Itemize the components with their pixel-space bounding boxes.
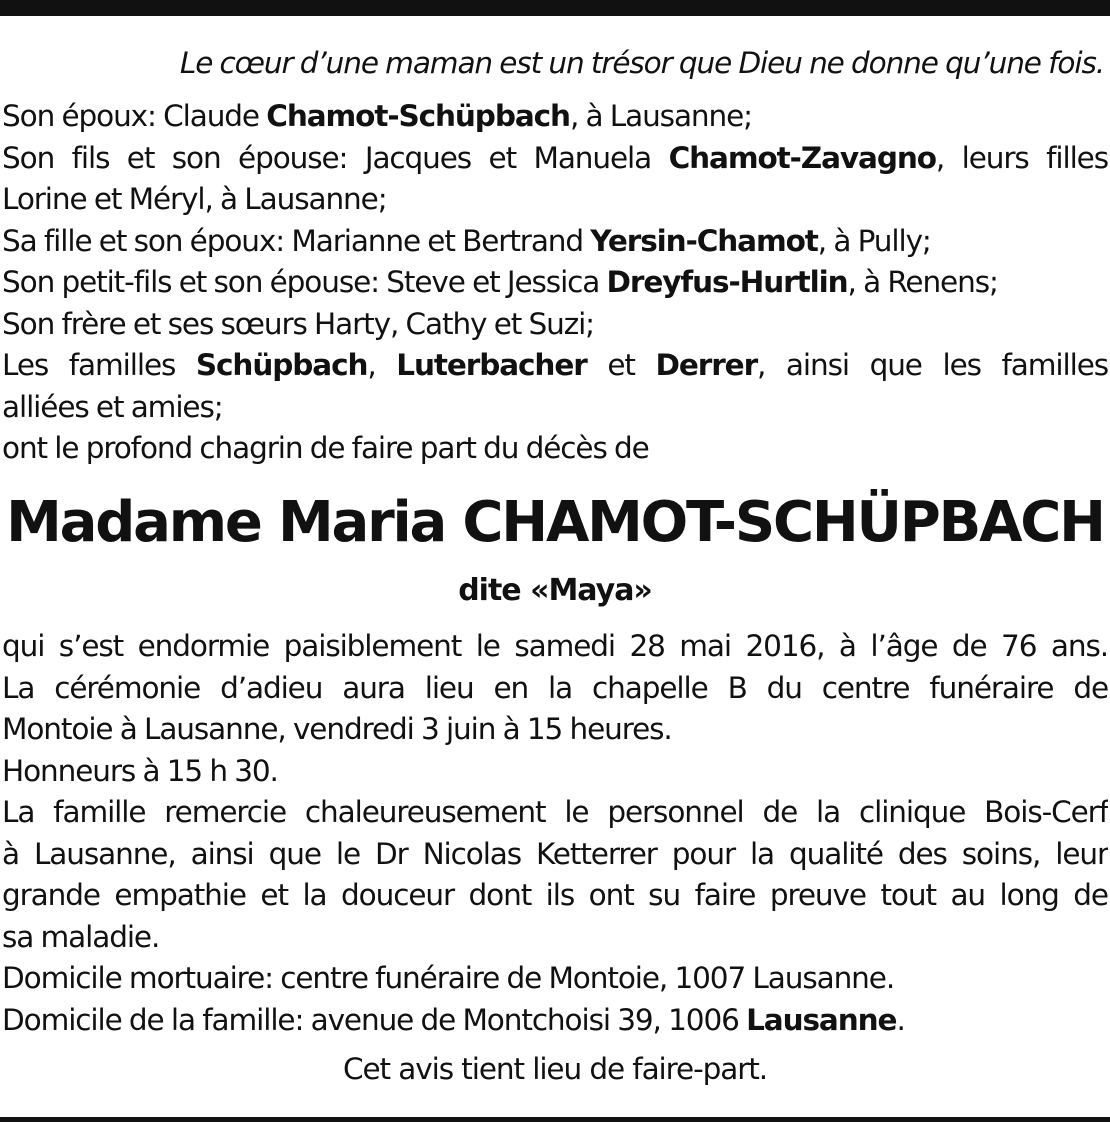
family-line-granddaughters: Lorine et Méryl, à Lausanne; — [2, 182, 387, 216]
top-border — [0, 0, 1110, 16]
family-line-grandson: Son petit-fils et son épouse: Steve et Jessica Dreyfus-Hurtlin, à Renens; — [2, 265, 998, 299]
details-line: Domicile mortuaire: centre funéraire de Montoie, 1007 Lausanne. — [2, 961, 895, 995]
epigraph-quote: Le cœur d’une maman est un trésor que Dieu ne donne qu’une fois. — [179, 46, 1104, 80]
details-line: grande empathie et la douceur dont ils ont su faire preuve tout au long de — [2, 878, 1108, 912]
details-line: Honneurs à 15 h 30. — [2, 753, 278, 788]
surname: Yersin-Chamot — [590, 223, 818, 258]
surname: Dreyfus-Hurtlin — [606, 265, 848, 299]
surname: Chamot-Schüpbach — [266, 99, 570, 133]
details-line: sa maladie. — [2, 919, 160, 954]
details-block — [2, 626, 1108, 1041]
details-line: La cérémonie d’adieu aura lieu en la chapelle B du centre funéraire de — [2, 670, 1108, 705]
details-line: à Lausanne, ainsi que le Dr Nicolas Ketterrer pour la qualité des soins, leur — [2, 836, 1108, 871]
family-line-siblings: Son frère et ses sœurs Harty, Cathy et Suzi; — [2, 306, 595, 341]
surname: Chamot-Zavagno — [668, 140, 936, 175]
surname: Schüpbach — [195, 348, 368, 382]
surname: Luterbacher — [396, 348, 587, 382]
deceased-name: Madame Maria CHAMOT-SCHÜPBACH — [6, 490, 1104, 555]
announcement-line: ont le profond chagrin de faire part du décès de — [2, 431, 649, 465]
surname: Derrer — [655, 348, 758, 382]
family-line-son: Son fils et son épouse: Jacques et Manuela Chamot-Zavagno, leurs filles — [2, 140, 1108, 175]
family-line-daughter: Sa fille et son époux: Marianne et Bertrand Yersin-Chamot, à Pully; — [2, 223, 931, 258]
family-list — [2, 96, 1108, 470]
family-line-spouse: Son époux: Claude Chamot-Schüpbach, à Lausanne; — [2, 99, 753, 133]
details-line: La famille remercie chaleureusement le personnel de la clinique Bois-Cerf — [2, 795, 1108, 829]
details-line: qui s’est endormie paisiblement le samedi 28 mai 2016, à l’âge de 76 ans. — [2, 629, 1108, 663]
bottom-border — [0, 1117, 1110, 1122]
family-line-allied: alliées et amies; — [2, 389, 223, 424]
details-line-address: Domicile de la famille: avenue de Montchoisi 39, 1006 Lausanne. — [2, 1002, 905, 1037]
deceased-nickname: dite «Maya» — [458, 573, 652, 608]
city: Lausanne — [746, 1002, 897, 1037]
footer-note: Cet avis tient lieu de faire-part. — [343, 1052, 767, 1086]
details-line: Montoie à Lausanne, vendredi 3 juin à 15 heures. — [2, 712, 672, 746]
family-line-families: Les familles Schüpbach, Luterbacher et Derrer, ainsi que les familles — [2, 348, 1108, 382]
